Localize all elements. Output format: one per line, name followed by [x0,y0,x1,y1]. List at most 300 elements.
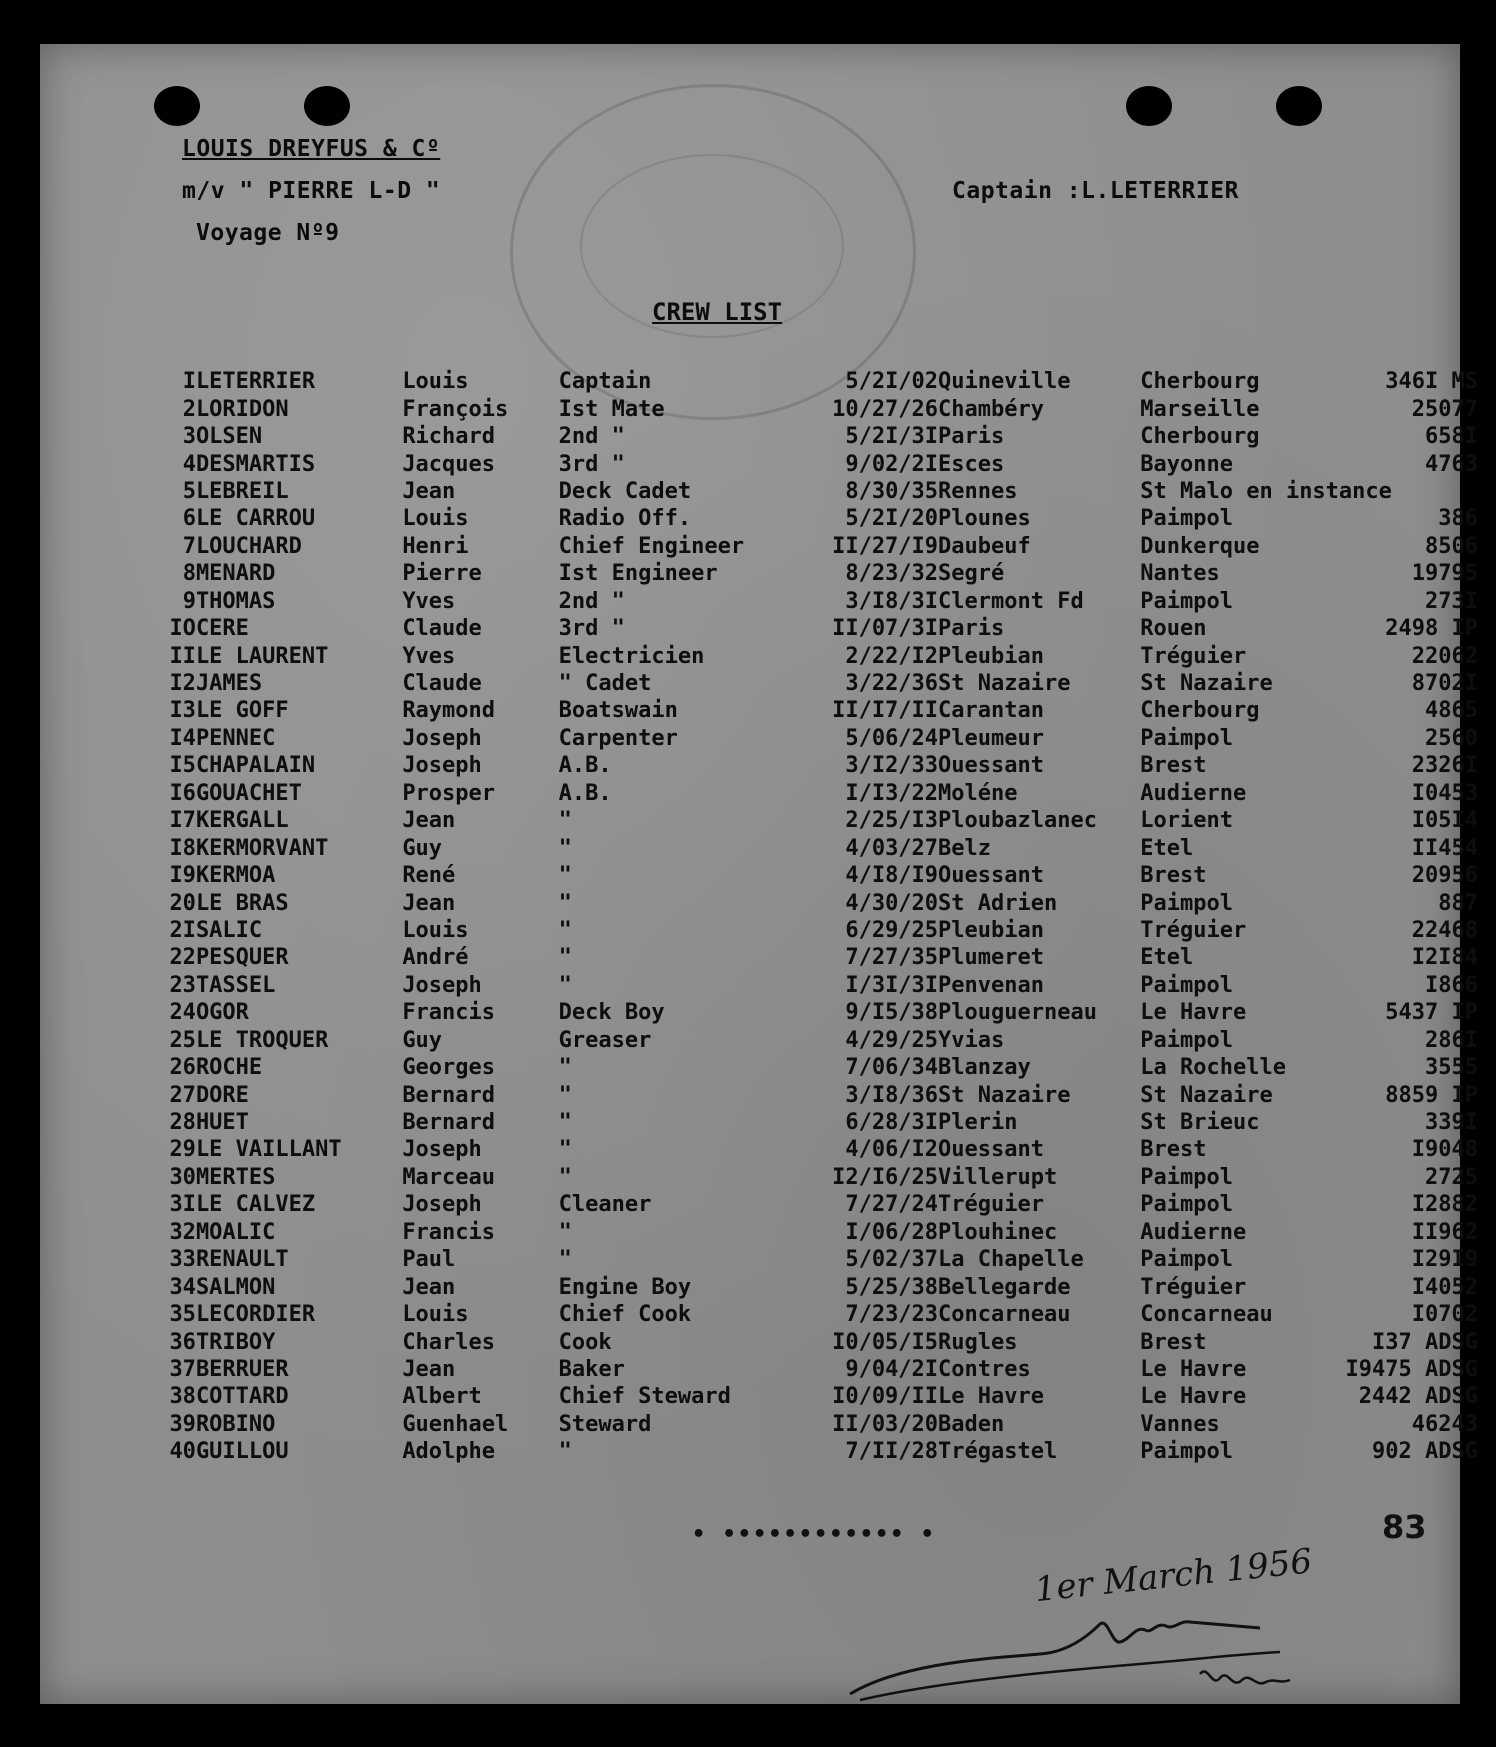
row-number-cell: 32 [169,1219,196,1245]
punch-hole [304,86,350,126]
port-of-registry-cell: Lorient [1140,808,1233,834]
surname-cell: LOUCHARD [195,533,302,559]
registration-number-cell: 346I MS [1385,369,1478,395]
date-of-birth-cell: 5/2I/02 [845,369,939,395]
surname-cell: KERGALL [195,808,289,834]
port-of-registry-cell: Dunkerque [1140,533,1260,559]
place-of-birth-cell: Pleubian [938,643,1045,669]
rank-cell: " [558,890,572,916]
rank-cell: " [558,917,572,943]
vessel-name: m/v " PIERRE L-D " [182,178,441,204]
surname-cell: OGOR [195,1000,249,1026]
date-of-birth-cell: 8/23/32 [845,561,939,587]
place-of-birth-cell: Penvenan [938,972,1045,998]
rank-cell: Deck Boy [558,1000,665,1026]
place-of-birth-cell: Quineville [938,369,1071,395]
place-of-birth-cell: St Nazaire [938,1082,1071,1108]
place-of-birth-cell: Yvias [938,1027,1005,1053]
place-of-birth-cell: Ouessant [938,1137,1045,1163]
surname-cell: DESMARTIS [195,451,316,477]
date-of-birth-cell: 4/29/25 [845,1027,939,1053]
port-of-registry-cell: Etel [1140,945,1194,971]
row-number-cell: I6 [169,780,196,806]
date-of-birth-cell: 10/27/26 [832,396,939,422]
table-row [148,423,1478,450]
first-name-cell: François [402,396,509,422]
surname-cell: BERRUER [195,1356,289,1382]
registration-number-cell: 273I [1425,588,1478,614]
port-of-registry-cell: La Rochelle [1140,1055,1286,1081]
rank-cell: 3rd " [558,616,625,642]
surname-cell: GOUACHET [195,780,302,806]
row-number-cell: 2I [169,917,196,943]
registration-number-cell: 902 ADSG [1372,1439,1478,1465]
registration-number-cell: 46243 [1411,1411,1478,1437]
place-of-birth-cell: Concarneau [938,1302,1071,1328]
table-row [148,1136,1478,1163]
table-row [148,917,1478,944]
surname-cell: KERMOA [195,863,276,889]
registration-number-cell: 22468 [1411,917,1478,943]
table-row [148,368,1478,395]
date-of-birth-cell: 7/06/34 [845,1055,939,1081]
first-name-cell: Louis [402,917,469,943]
surname-cell: SALIC [195,917,263,943]
first-name-cell: René [402,863,456,889]
first-name-cell: Georges [402,1055,496,1081]
row-number-cell: I7 [169,808,196,834]
table-row [148,1027,1478,1054]
rank-cell: " [558,1055,572,1081]
row-number-cell: 3 [182,424,196,450]
first-name-cell: Francis [402,1219,496,1245]
surname-cell: LECORDIER [195,1302,316,1328]
date-of-birth-cell: II/27/I9 [832,533,939,559]
place-of-birth-cell: La Chapelle [938,1247,1084,1273]
row-number-cell: 8 [182,561,196,587]
place-of-birth-cell: Chambéry [938,396,1045,422]
rank-cell: Engine Boy [558,1274,692,1300]
voyage-number: Voyage Nº9 [196,220,340,246]
first-name-cell: Louis [402,1302,469,1328]
table-row [148,697,1478,724]
date-of-birth-cell: 8/30/35 [845,478,939,504]
place-of-birth-cell: Segré [938,561,1005,587]
place-of-birth-cell: Clermont Fd [938,588,1084,614]
row-number-cell: 38 [169,1384,196,1410]
first-name-cell: Jean [402,1274,456,1300]
table-row [148,478,1478,505]
rank-cell: Chief Steward [558,1384,731,1410]
date-of-birth-cell: I0/09/II [832,1384,939,1410]
surname-cell: LE LAURENT [195,643,329,669]
date-of-birth-cell: 4/03/27 [845,835,939,861]
first-name-cell: Guy [402,1027,443,1053]
table-row [148,1109,1478,1136]
rank-cell: " [558,808,572,834]
registration-number-cell: I29I9 [1411,1247,1478,1273]
place-of-birth-cell: Paris [938,616,1005,642]
place-of-birth-cell: Ouessant [938,863,1045,889]
date-of-birth-cell: 5/02/37 [845,1247,939,1273]
table-row [148,1273,1478,1300]
registration-number-cell: I05I4 [1411,808,1478,834]
place-of-birth-cell: Ploubazlanec [938,808,1097,834]
place-of-birth-cell: Ouessant [938,753,1045,779]
table-row [148,1438,1478,1465]
port-of-registry-cell: Cherbourg [1140,424,1260,450]
place-of-birth-cell: Rennes [938,478,1018,504]
table-row [148,807,1478,834]
first-name-cell: Claude [402,616,482,642]
place-of-birth-cell: Daubeuf [938,533,1031,559]
port-of-registry-cell: Le Havre [1140,1000,1247,1026]
date-of-birth-cell: I0/05/I5 [832,1329,939,1355]
first-name-cell: Joseph [402,725,482,751]
first-name-cell: André [402,945,469,971]
rank-cell: Carpenter [558,725,678,751]
surname-cell: MERTES [195,1164,276,1190]
signature [840,1604,1340,1724]
first-name-cell: Raymond [402,698,496,724]
port-of-registry-cell: Paimpol [1140,1164,1233,1190]
registration-number-cell: I2I84 [1411,945,1478,971]
date-of-birth-cell: 2/25/I3 [845,808,939,834]
rank-cell: 2nd " [558,424,625,450]
rank-cell: Boatswain [558,698,678,724]
row-number-cell: 20 [169,890,196,916]
port-of-registry-cell: Tréguier [1140,1274,1247,1300]
row-number-cell: I [182,369,196,395]
rank-cell: " [558,835,572,861]
date-of-birth-cell: II/07/3I [832,616,939,642]
registration-number-cell: II962 [1411,1219,1478,1245]
row-number-cell: 34 [169,1274,196,1300]
surname-cell: RENAULT [195,1247,289,1273]
rank-cell: Deck Cadet [558,478,692,504]
rank-cell: A.B. [558,753,612,779]
surname-cell: LEBREIL [195,478,289,504]
first-name-cell: Guy [402,835,443,861]
row-number-cell: I5 [169,753,196,779]
captain-name: Captain :L.LETERRIER [952,178,1239,204]
registration-number-cell: 887 [1438,890,1478,916]
table-row [148,1081,1478,1108]
port-of-registry-cell: Cherbourg [1140,698,1260,724]
rank-cell: Cleaner [558,1192,652,1218]
row-number-cell: 7 [182,533,196,559]
table-row [148,944,1478,971]
registration-number-cell: I0702 [1411,1302,1478,1328]
port-of-registry-cell: Concarneau [1140,1302,1273,1328]
port-of-registry-cell: St Nazaire [1140,1082,1273,1108]
rank-cell: " [558,1439,572,1465]
registration-number-cell: 8859 IP [1385,1082,1478,1108]
port-of-registry-cell: Audierne [1140,780,1247,806]
rank-cell: " [558,1137,572,1163]
place-of-birth-cell: Contres [938,1356,1031,1382]
registration-number-cell: 2326I [1411,753,1478,779]
port-of-registry-cell: St Malo en instance [1140,478,1392,504]
table-row [148,1191,1478,1218]
registration-number-cell: 339I [1425,1110,1478,1136]
rank-cell: 2nd " [558,588,625,614]
row-number-cell: I8 [169,835,196,861]
date-of-birth-cell: 3/I8/3I [845,588,939,614]
rank-cell: " [558,972,572,998]
first-name-cell: Yves [402,588,456,614]
date-of-birth-cell: II/I7/II [832,698,939,724]
date-of-birth-cell: 4/I8/I9 [845,863,939,889]
first-name-cell: Paul [402,1247,456,1273]
table-row [148,1411,1478,1438]
port-of-registry-cell: Paimpol [1140,588,1233,614]
registration-number-cell: 3555 [1425,1055,1478,1081]
place-of-birth-cell: Le Havre [938,1384,1045,1410]
date-of-birth-cell: 3/22/36 [845,671,939,697]
port-of-registry-cell: Paimpol [1140,1439,1233,1465]
document-page [40,44,1478,1704]
surname-cell: PESQUER [195,945,289,971]
table-row [148,615,1478,642]
first-name-cell: Francis [402,1000,496,1026]
port-of-registry-cell: St Brieuc [1140,1110,1260,1136]
date-of-birth-cell: 5/25/38 [845,1274,939,1300]
first-name-cell: Richard [402,424,496,450]
row-number-cell: 5 [182,478,196,504]
surname-cell: DORE [195,1082,249,1108]
place-of-birth-cell: Plumeret [938,945,1045,971]
rank-cell: Ist Mate [558,396,665,422]
registration-number-cell: 8506 [1425,533,1478,559]
first-name-cell: Charles [402,1329,496,1355]
registration-number-cell: 286I [1425,1027,1478,1053]
registration-number-cell: 4763 [1425,451,1478,477]
row-number-cell: 36 [169,1329,196,1355]
first-name-cell: Joseph [402,1192,482,1218]
crew-table [148,368,1478,1466]
place-of-birth-cell: Paris [938,424,1005,450]
row-number-cell: 39 [169,1411,196,1437]
table-row [148,670,1478,697]
row-number-cell: 2 [182,396,196,422]
row-number-cell: 3I [169,1192,196,1218]
registration-number-cell: 19795 [1411,561,1478,587]
date-of-birth-cell: 3/I2/33 [845,753,939,779]
surname-cell: TRIBOY [195,1329,276,1355]
port-of-registry-cell: Paimpol [1140,1192,1233,1218]
surname-cell: LE VAILLANT [195,1137,342,1163]
row-number-cell: 30 [169,1164,196,1190]
date-of-birth-cell: I2/I6/25 [832,1164,939,1190]
date-of-birth-cell: 7/27/24 [845,1192,939,1218]
surname-cell: SALMON [195,1274,276,1300]
page-title: CREW LIST [652,298,783,326]
surname-cell: CHAPALAIN [195,753,316,779]
registration-number-cell: I4052 [1411,1274,1478,1300]
company-name: LOUIS DREYFUS & Cº [182,136,441,162]
surname-cell: MENARD [195,561,276,587]
rank-cell: 3rd " [558,451,625,477]
first-name-cell: Joseph [402,753,482,779]
place-of-birth-cell: Belz [938,835,992,861]
table-row [148,588,1478,615]
port-of-registry-cell: Brest [1140,863,1207,889]
row-number-cell: I3 [169,698,196,724]
port-of-registry-cell: Paimpol [1140,890,1233,916]
date-of-birth-cell: 4/30/20 [845,890,939,916]
date-of-birth-cell: I/3I/3I [845,972,939,998]
port-of-registry-cell: Bayonne [1140,451,1233,477]
first-name-cell: Jean [402,478,456,504]
port-of-registry-cell: Paimpol [1140,725,1233,751]
rank-cell: " [558,945,572,971]
punch-hole [1276,86,1322,126]
rank-cell: " [558,1110,572,1136]
port-of-registry-cell: Nantes [1140,561,1220,587]
surname-cell: OLSEN [195,424,263,450]
first-name-cell: Albert [402,1384,482,1410]
first-name-cell: Marceau [402,1164,496,1190]
surname-cell: MOALIC [195,1219,276,1245]
surname-cell: GUILLOU [195,1439,289,1465]
row-number-cell: 28 [169,1110,196,1136]
registration-number-cell: 386 [1438,506,1478,532]
registration-number-cell: 4865 [1425,698,1478,724]
rank-cell: Chief Cook [558,1302,692,1328]
row-number-cell: 27 [169,1082,196,1108]
rank-cell: Captain [558,369,652,395]
surname-cell: LE CALVEZ [195,1192,316,1218]
table-row [148,560,1478,587]
rank-cell: Radio Off. [558,506,692,532]
row-number-cell: 22 [169,945,196,971]
table-row [148,752,1478,779]
row-number-cell: 25 [169,1027,196,1053]
first-name-cell: Joseph [402,972,482,998]
place-of-birth-cell: Villerupt [938,1164,1058,1190]
table-row [148,1328,1478,1355]
row-number-cell: 4 [182,451,196,477]
row-number-cell: 23 [169,972,196,998]
first-name-cell: Adolphe [402,1439,496,1465]
surname-cell: LE GOFF [195,698,289,724]
port-of-registry-cell: Tréguier [1140,643,1247,669]
surname-cell: ROCHE [195,1055,263,1081]
port-of-registry-cell: Paimpol [1140,1027,1233,1053]
table-row [148,642,1478,669]
first-name-cell: Louis [402,506,469,532]
port-of-registry-cell: Etel [1140,835,1194,861]
place-of-birth-cell: Pleumeur [938,725,1045,751]
punch-hole [1126,86,1172,126]
port-of-registry-cell: Audierne [1140,1219,1247,1245]
surname-cell: LE CARROU [195,506,316,532]
place-of-birth-cell: Blanzay [938,1055,1031,1081]
handwritten-date-text: 1er March 1956 [1032,1541,1314,1611]
table-row [148,450,1478,477]
registration-number-cell: I37 ADSG [1372,1329,1478,1355]
date-of-birth-cell: 7/II/28 [845,1439,939,1465]
date-of-birth-cell: 5/2I/20 [845,506,939,532]
table-row [148,1054,1478,1081]
row-number-cell: 26 [169,1055,196,1081]
row-number-cell: I9 [169,863,196,889]
registration-number-cell: 25077 [1411,396,1478,422]
date-of-birth-cell: 7/23/23 [845,1302,939,1328]
place-of-birth-cell: Plouhinec [938,1219,1058,1245]
place-of-birth-cell: Pleubian [938,917,1045,943]
rank-cell: " [558,1247,572,1273]
table-row [148,999,1478,1026]
place-of-birth-cell: Tréguier [938,1192,1045,1218]
table-row [148,889,1478,916]
table-row [148,1356,1478,1383]
surname-cell: PENNEC [195,725,276,751]
place-of-birth-cell: Baden [938,1411,1005,1437]
place-of-birth-cell: Plouguerneau [938,1000,1097,1026]
surname-cell: LE BRAS [195,890,289,916]
first-name-cell: Prosper [402,780,496,806]
rank-cell: " [558,1219,572,1245]
registration-number-cell: 5437 IP [1385,1000,1478,1026]
table-row [148,780,1478,807]
registration-number-cell: 2725 [1425,1164,1478,1190]
surname-cell: LORIDON [195,396,289,422]
surname-cell: HUET [195,1110,249,1136]
rank-cell: " [558,863,572,889]
first-name-cell: Jacques [402,451,496,477]
surname-cell: KERMORVANT [195,835,329,861]
surname-cell: COTTARD [195,1384,289,1410]
separator-dots: • •••••••••••• • [692,1522,936,1547]
row-number-cell: I2 [169,671,196,697]
surname-cell: ROBINO [195,1411,276,1437]
place-of-birth-cell: Trégastel [938,1439,1058,1465]
surname-cell: CERE [195,616,249,642]
table-row [148,533,1478,560]
place-of-birth-cell: Plounes [938,506,1031,532]
first-name-cell: Claude [402,671,482,697]
date-of-birth-cell: I/I3/22 [845,780,939,806]
registration-number-cell: 2498 IP [1385,616,1478,642]
table-row [148,972,1478,999]
date-of-birth-cell: 3/I8/36 [845,1082,939,1108]
row-number-cell: I4 [169,725,196,751]
port-of-registry-cell: Vannes [1140,1411,1220,1437]
first-name-cell: Bernard [402,1110,496,1136]
first-name-cell: Bernard [402,1082,496,1108]
page-number: 83 [1382,1508,1427,1546]
first-name-cell: Joseph [402,1137,482,1163]
rank-cell: Baker [558,1356,625,1382]
date-of-birth-cell: I/06/28 [845,1219,939,1245]
row-number-cell: 37 [169,1356,196,1382]
date-of-birth-cell: 9/04/2I [845,1356,939,1382]
port-of-registry-cell: Brest [1140,1137,1207,1163]
registration-number-cell: 22062 [1411,643,1478,669]
table-row [148,395,1478,422]
first-name-cell: Yves [402,643,456,669]
first-name-cell: Jean [402,808,456,834]
table-row [148,1383,1478,1410]
table-row [148,1301,1478,1328]
surname-cell: LE TROQUER [195,1027,329,1053]
first-name-cell: Henri [402,533,469,559]
row-number-cell: 9 [182,588,196,614]
rank-cell: Cook [558,1329,612,1355]
place-of-birth-cell: St Nazaire [938,671,1071,697]
